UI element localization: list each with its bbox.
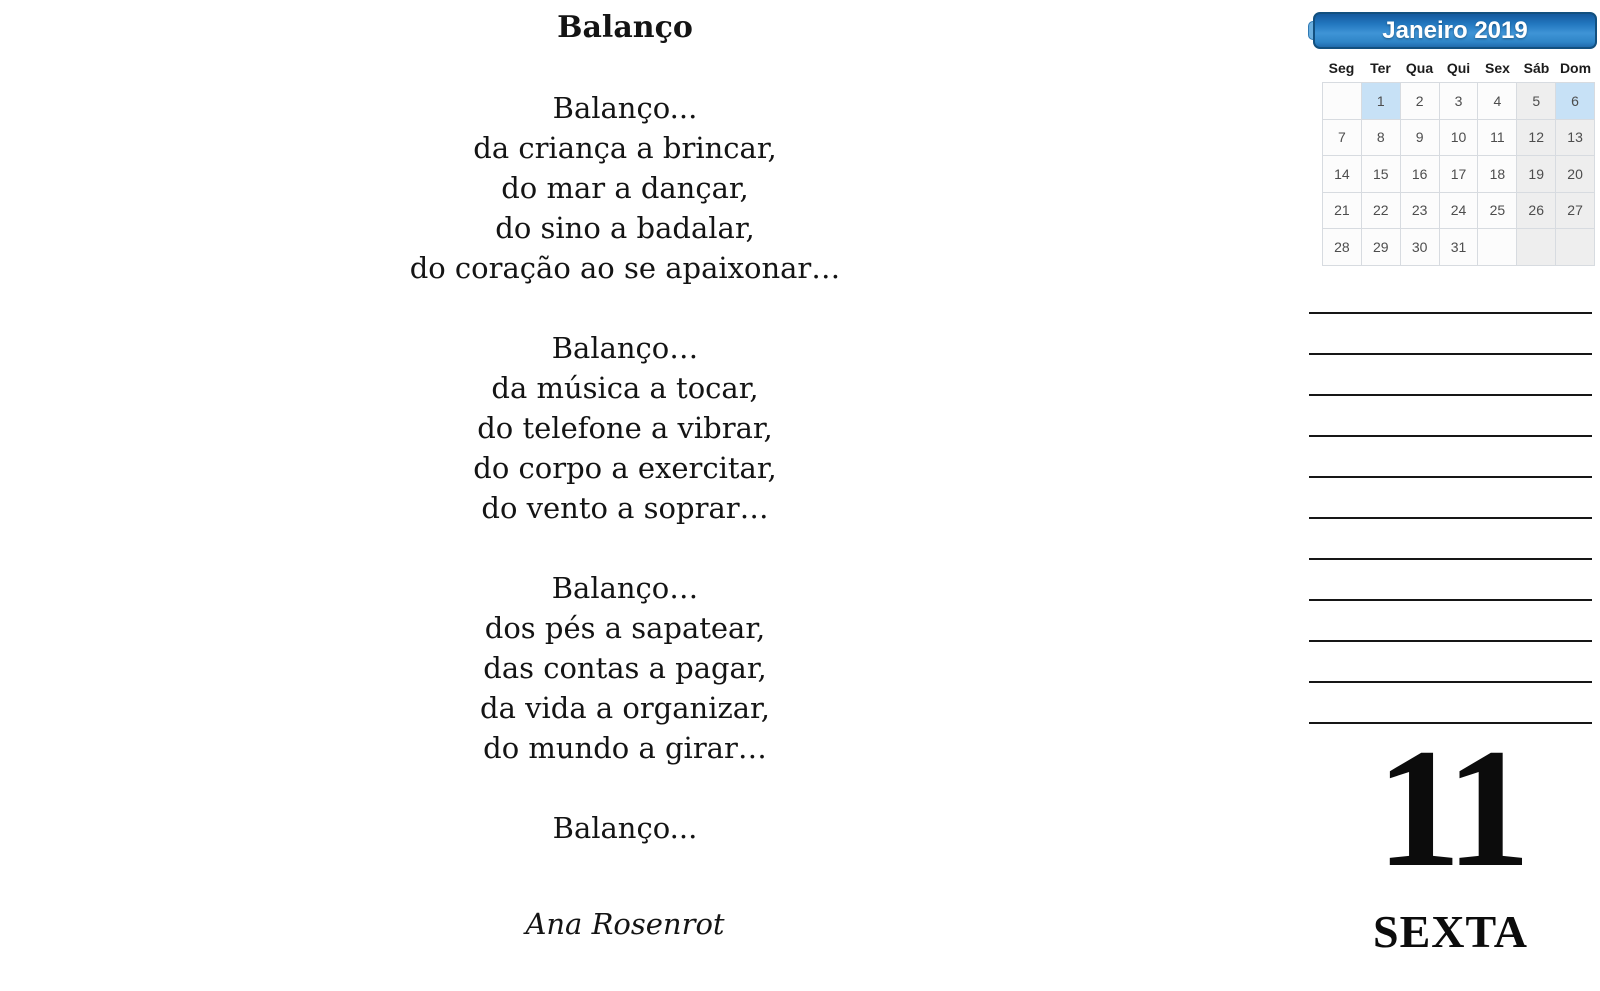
poem-stanza-3: [320, 568, 930, 768]
poem-line: do vento a soprar…: [481, 491, 769, 525]
calendar-day-5: 5: [1517, 83, 1556, 120]
poem-author: Ana Rosenrot: [525, 907, 725, 941]
weekday-label: SEXTA: [1373, 906, 1528, 957]
poem-line: Balanço...: [552, 811, 698, 845]
calendar-day-12: 12: [1517, 120, 1556, 157]
note-line: [1309, 394, 1592, 435]
calendar-day-28: 28: [1323, 229, 1362, 266]
mini-calendar: [1313, 12, 1597, 266]
calendar-day-4: 4: [1478, 83, 1517, 120]
poem-title: Balanço: [557, 10, 693, 45]
calendar-day-20: 20: [1556, 156, 1595, 193]
calendar-day-30: 30: [1401, 229, 1440, 266]
poem-line: da vida a organizar,: [480, 691, 770, 725]
calendar-day-19: 19: [1517, 156, 1556, 193]
note-line: [1309, 353, 1592, 394]
poem-line: das contas a pagar,: [483, 651, 767, 685]
calendar-day-17: 17: [1440, 156, 1479, 193]
calendar-day-name-qua: Qua: [1405, 59, 1434, 76]
poem-stanza-4: [320, 808, 930, 848]
calendar-day-15: 15: [1362, 156, 1401, 193]
note-line: [1309, 312, 1592, 353]
poem-line: da criança a brincar,: [473, 131, 777, 165]
poem-line: do mar a dançar,: [501, 171, 749, 205]
poem-line: Balanço...: [552, 91, 698, 125]
calendar-day-18: 18: [1478, 156, 1517, 193]
calendar-day-22: 22: [1362, 193, 1401, 230]
calendar-day-1: 1: [1362, 83, 1401, 120]
calendar-empty-cell: [1323, 83, 1362, 120]
calendar-empty-cell: [1478, 229, 1517, 266]
calendar-day-name-qui: Qui: [1446, 59, 1471, 76]
calendar-day-24: 24: [1440, 193, 1479, 230]
calendar-month-header: Janeiro 2019: [1313, 12, 1597, 49]
poem-stanzas: [320, 88, 930, 848]
poem-line: do corpo a exercitar,: [473, 451, 777, 485]
note-line: [1309, 640, 1592, 681]
calendar-day-6: 6: [1556, 83, 1595, 120]
calendar-day-2: 2: [1401, 83, 1440, 120]
calendar-day-23: 23: [1401, 193, 1440, 230]
calendar-empty-cell: [1517, 229, 1556, 266]
calendar-day-name-dom: Dom: [1559, 59, 1592, 76]
calendar-day-31: 31: [1440, 229, 1479, 266]
calendar-day-9: 9: [1401, 120, 1440, 157]
calendar-day-14: 14: [1323, 156, 1362, 193]
calendar-grid: [1322, 82, 1595, 266]
calendar-empty-cell: [1556, 229, 1595, 266]
note-line: [1309, 517, 1592, 558]
calendar-day-16: 16: [1401, 156, 1440, 193]
calendar-day-29: 29: [1362, 229, 1401, 266]
calendar-day-13: 13: [1556, 120, 1595, 157]
calendar-day-25: 25: [1478, 193, 1517, 230]
note-line: [1309, 435, 1592, 476]
calendar-day-names-row: [1322, 53, 1595, 82]
calendar-day-7: 7: [1323, 120, 1362, 157]
poem-line: do coração ao se apaixonar…: [409, 251, 841, 285]
calendar-day-10: 10: [1440, 120, 1479, 157]
calendar-day-name-sáb: Sáb: [1523, 59, 1550, 76]
note-line: [1309, 558, 1592, 599]
poem-line: do mundo a girar…: [483, 731, 767, 765]
calendar-day-11: 11: [1478, 120, 1517, 157]
poem-line: do telefone a vibrar,: [477, 411, 773, 445]
calendar-day-3: 3: [1440, 83, 1479, 120]
poem-line: da música a tocar,: [491, 371, 759, 405]
day-number: 11: [1376, 714, 1525, 902]
poem-line: dos pés a sapatear,: [484, 611, 766, 645]
calendar-day-8: 8: [1362, 120, 1401, 157]
poem-page: [320, 8, 930, 944]
calendar-day-21: 21: [1323, 193, 1362, 230]
poem-stanza-2: [320, 328, 930, 528]
calendar-day-name-seg: Seg: [1328, 59, 1355, 76]
calendar-day-26: 26: [1517, 193, 1556, 230]
poem-line: Balanço…: [551, 571, 699, 605]
note-line: [1309, 476, 1592, 517]
poem-stanza-1: [320, 88, 930, 288]
note-lines: [1309, 312, 1592, 763]
poem-line: do sino a badalar,: [495, 211, 755, 245]
note-line: [1309, 599, 1592, 640]
calendar-day-27: 27: [1556, 193, 1595, 230]
calendar-day-name-ter: Ter: [1370, 59, 1391, 76]
poem-line: Balanço…: [551, 331, 699, 365]
calendar-day-name-sex: Sex: [1485, 59, 1510, 76]
